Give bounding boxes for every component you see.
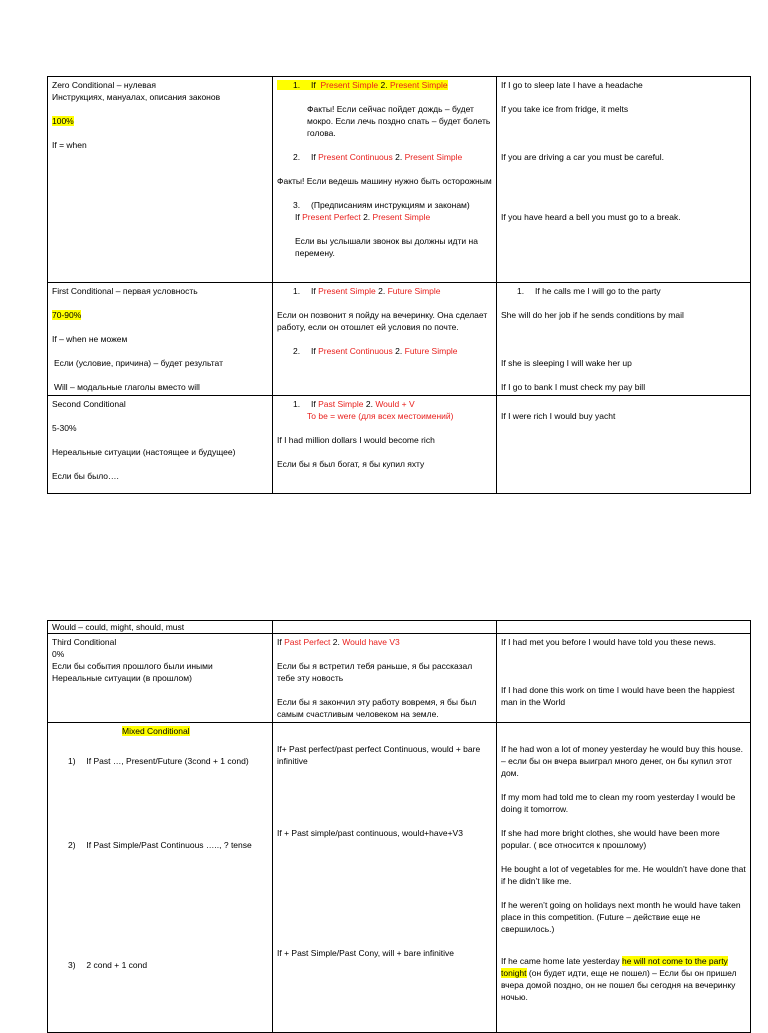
first-example-3: If she is sleeping I will wake her up [501, 358, 632, 368]
second-example-1: If I were rich I would buy yacht [501, 411, 616, 421]
third-example-2: If I had done this work on time I would have been the happiest man in the World [501, 685, 735, 707]
third-percent: 0% [52, 649, 65, 659]
mixed-formula-1: If+ Past perfect/past perfect Continuous, would + bare infinitive [277, 744, 481, 766]
zero-title: Zero Conditional – нулевая [52, 80, 157, 90]
zero-examples-cell [497, 77, 751, 283]
first-rule: Если (условие, причина) – будет результат [54, 358, 223, 368]
would-cell [48, 621, 273, 634]
second-unreal: Нереальные ситуации (настоящее и будущее) [52, 447, 236, 457]
mixed-example-2a: If she had more bright clothes, she would have been more popular. ( все относится к прошлому) [501, 828, 720, 850]
third-desc-1: Если бы события прошлого были иными [52, 661, 213, 671]
first-conditional-row [48, 283, 751, 396]
second-esli: Если бы было…. [52, 471, 119, 481]
zero-example-4: If you have heard a bell you must go to a break. [501, 212, 681, 222]
third-desc-2: Нереальные ситуации (в прошлом) [52, 673, 192, 683]
mixed-formula-3: If + Past Simple/Past Cony, will + bare infinitive [277, 948, 455, 958]
first-examples-cell [497, 283, 751, 396]
first-example-1: 1. If he calls me I will go to the party [517, 286, 661, 296]
conditionals-table-1 [47, 76, 751, 494]
third-example-1: If I had met you before I would have told you these news. [501, 637, 716, 647]
mixed-example-2c: If he weren’t going on holidays next month he would have taken place in this competition. (Future – действие еще не свершилось.) [501, 900, 741, 934]
first-percent: 70-90% [52, 310, 82, 320]
zero-conditional-row [48, 77, 751, 283]
first-formula-1: 1. If Present Simple 2. Future Simple [293, 286, 441, 296]
second-formula-to-be: To be = were (для всех местоимений) [307, 411, 454, 421]
conditionals-table-2 [47, 620, 751, 1033]
mixed-example-2b: He bought a lot of vegetables for me. He wouldn’t have done that if he didn’t like me. [501, 864, 746, 886]
first-example-2: She will do her job if he sends conditions by mail [501, 310, 684, 320]
zero-description-cell [48, 77, 273, 283]
second-example-b: Если бы я был богат, я бы купил яхту [277, 459, 425, 469]
third-note-1: Если бы я встретил тебя раньше, я бы рассказал тебе эту новость [277, 661, 473, 683]
first-title: First Conditional – первая условность [52, 286, 198, 296]
zero-formula-2: 2. If Present Continuous 2. Present Simple [293, 152, 463, 162]
zero-example-3: If you are driving a car you must be careful. [501, 152, 664, 162]
mixed-formula-cell [273, 723, 497, 1033]
second-examples-cell [497, 396, 751, 494]
second-example-a: If I had million dollars I would become rich [277, 435, 435, 445]
third-title: Third Conditional [52, 637, 117, 647]
second-title: Second Conditional [52, 399, 126, 409]
zero-if-when: If = when [52, 140, 87, 150]
second-formula-cell [273, 396, 497, 494]
second-conditional-row [48, 396, 751, 494]
zero-formula-3-title: 3. (Предписаниям инструкциям и законам) [293, 200, 470, 210]
mixed-title: Mixed Conditional [122, 726, 190, 736]
first-description-cell [48, 283, 273, 396]
first-will-note: Will – модальные глаголы вместо will [54, 382, 200, 392]
third-formula-cell [273, 634, 497, 723]
first-formula-1-note: Если он позвонит я пойду на вечеринку. Она сделает работу, если он отошлет ей условия по почте. [277, 310, 488, 332]
third-description-cell [48, 634, 273, 723]
zero-formula-1: 1. If Present Simple 2. Present Simple [277, 79, 492, 91]
third-note-2: Если бы я закончил эту работу вовремя, я бы был самым счастливым человеком на земле. [277, 697, 477, 719]
zero-formula-3-note: Если вы услышали звонок вы должны идти на перемену. [295, 236, 478, 258]
first-formula-2: 2. If Present Continuous 2. Future Simple [293, 346, 458, 356]
second-percent: 5-30% [52, 423, 77, 433]
would-row [48, 621, 751, 634]
mixed-example-3: If he came home late yesterday he will not come to the party tonight (он будет идти, еще не пошел) – Если бы он пришел вчера домой поздно, он не пошел бы сегодня на вечеринку ночью. [501, 956, 737, 1002]
second-formula-1: 1. If Past Simple 2. Would + V [293, 399, 415, 409]
zero-formula-1-note: Факты! Если сейчас пойдет дождь – будет мокро. Если лечь поздно спать – будет болеть голова. [307, 104, 491, 138]
third-conditional-row [48, 634, 751, 723]
mixed-rule-1: 1) If Past …, Present/Future (3cond + 1 cond) [68, 756, 249, 766]
mixed-description-cell [48, 723, 273, 1033]
zero-example-2: If you take ice from fridge, it melts [501, 104, 629, 114]
mixed-example-1a: If he had won a lot of money yesterday he would buy this house. – если бы он вчера выиграл много денег, он бы купил этот дом. [501, 744, 743, 778]
would-text: Would – could, might, should, must [52, 622, 185, 632]
first-if-when: If – when не можем [52, 334, 128, 344]
first-formula-cell [273, 283, 497, 396]
first-example-4: If I go to bank I must check my pay bill [501, 382, 646, 392]
mixed-example-1b: If my mom had told me to clean my room yesterday I would be doing it tomorrow. [501, 792, 736, 814]
zero-subtitle: Инструкциях, мануалах, описания законов [52, 92, 221, 102]
zero-percent: 100% [52, 116, 74, 126]
mixed-examples-cell [497, 723, 751, 1033]
zero-example-1: If I go to sleep late I have a headache [501, 80, 643, 90]
third-examples-cell [497, 634, 751, 723]
zero-formula-3: If Present Perfect 2. Present Simple [295, 212, 431, 222]
third-formula: If Past Perfect 2. Would have V3 [277, 637, 400, 647]
mixed-conditional-row [48, 723, 751, 1033]
second-description-cell [48, 396, 273, 494]
zero-formula-cell [273, 77, 497, 283]
zero-formula-2-note: Факты! Если ведешь машину нужно быть осторожным [277, 176, 492, 186]
mixed-rule-2: 2) If Past Simple/Past Continuous ….., ? tense [68, 840, 252, 850]
mixed-rule-3: 3) 2 cond + 1 cond [68, 960, 148, 970]
mixed-formula-2: If + Past simple/past continuous, would+have+V3 [277, 828, 463, 838]
